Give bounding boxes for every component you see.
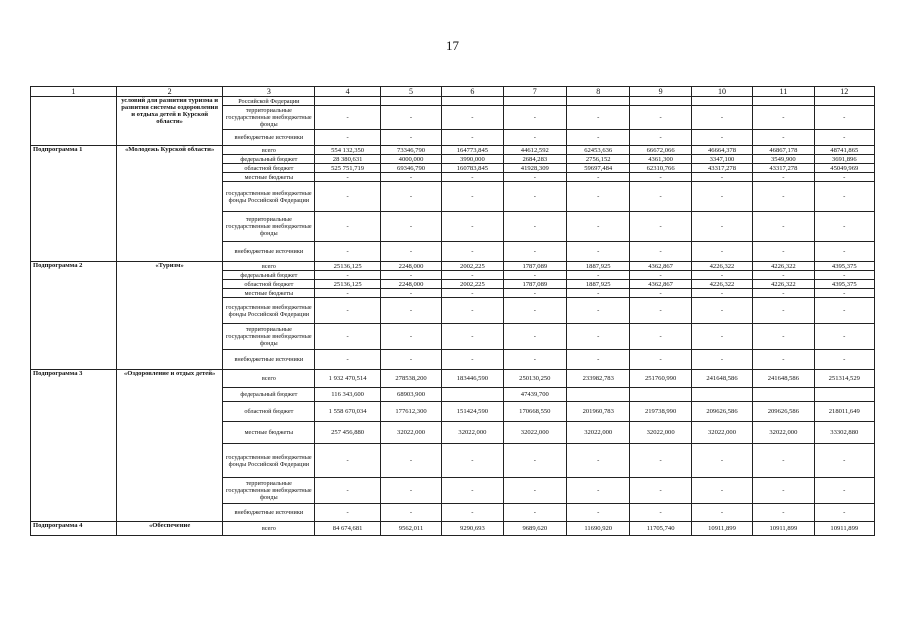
column-header: 7	[503, 87, 566, 97]
amount-cell: 44612,592	[503, 146, 566, 155]
funding-source: областной бюджет	[223, 402, 315, 422]
amount-cell: -	[442, 289, 503, 298]
funding-source: всего	[223, 146, 315, 155]
amount-cell	[630, 388, 691, 402]
amount-cell	[691, 97, 752, 106]
amount-cell: -	[814, 504, 874, 522]
amount-cell: 209626,586	[753, 402, 814, 422]
budget-table	[30, 86, 875, 536]
amount-cell: -	[503, 350, 566, 370]
amount-cell: -	[630, 324, 691, 350]
amount-cell: 3347,100	[691, 155, 752, 164]
amount-cell: -	[691, 289, 752, 298]
amount-cell: -	[380, 106, 441, 130]
amount-cell	[630, 97, 691, 106]
amount-cell: 32022,000	[567, 422, 630, 444]
amount-cell: -	[630, 182, 691, 212]
table-row	[31, 262, 875, 271]
amount-cell: -	[503, 444, 566, 478]
amount-cell: 2002,225	[442, 262, 503, 271]
amount-cell: -	[315, 324, 380, 350]
amount-cell: -	[442, 504, 503, 522]
amount-cell: 48741,865	[814, 146, 874, 155]
amount-cell: 1 932 470,514	[315, 370, 380, 388]
amount-cell: -	[691, 130, 752, 146]
amount-cell: -	[567, 444, 630, 478]
amount-cell: -	[380, 350, 441, 370]
amount-cell: -	[503, 212, 566, 242]
amount-cell: -	[567, 350, 630, 370]
amount-cell: -	[315, 444, 380, 478]
amount-cell: 47439,700	[503, 388, 566, 402]
amount-cell: -	[380, 173, 441, 182]
amount-cell: -	[567, 324, 630, 350]
amount-cell: 151424,590	[442, 402, 503, 422]
amount-cell: -	[753, 242, 814, 262]
amount-cell: -	[814, 271, 874, 280]
amount-cell: 170668,550	[503, 402, 566, 422]
amount-cell: -	[503, 173, 566, 182]
amount-cell: -	[630, 242, 691, 262]
subprogram-number: Подпрограмма 2	[31, 262, 117, 370]
amount-cell: 32022,000	[503, 422, 566, 444]
amount-cell: 45049,969	[814, 164, 874, 173]
amount-cell: 3691,896	[814, 155, 874, 164]
amount-cell: -	[814, 350, 874, 370]
amount-cell: -	[503, 478, 566, 504]
amount-cell: -	[503, 324, 566, 350]
column-header: 4	[315, 87, 380, 97]
funding-source: Российской Федерации	[223, 97, 315, 106]
amount-cell: 257 456,880	[315, 422, 380, 444]
funding-source: внебюджетные источники	[223, 350, 315, 370]
amount-cell	[503, 97, 566, 106]
amount-cell	[691, 388, 752, 402]
amount-cell	[814, 388, 874, 402]
amount-cell: 32022,000	[380, 422, 441, 444]
amount-cell: -	[630, 130, 691, 146]
amount-cell: -	[380, 242, 441, 262]
amount-cell: -	[315, 289, 380, 298]
amount-cell: -	[814, 324, 874, 350]
amount-cell: 4362,867	[630, 280, 691, 289]
subprogram-name: «Молодежь Курской области»	[116, 146, 222, 262]
amount-cell: 2684,283	[503, 155, 566, 164]
amount-cell: -	[630, 350, 691, 370]
amount-cell: 4226,322	[691, 262, 752, 271]
amount-cell: 46664,378	[691, 146, 752, 155]
amount-cell: 4361,300	[630, 155, 691, 164]
funding-source: областной бюджет	[223, 164, 315, 173]
amount-cell: -	[753, 298, 814, 324]
funding-source: всего	[223, 522, 315, 536]
amount-cell: -	[753, 173, 814, 182]
amount-cell	[567, 388, 630, 402]
funding-source: местные бюджеты	[223, 289, 315, 298]
amount-cell: -	[753, 504, 814, 522]
amount-cell: 183446,590	[442, 370, 503, 388]
amount-cell: 241648,586	[753, 370, 814, 388]
amount-cell: -	[315, 478, 380, 504]
amount-cell: -	[380, 271, 441, 280]
amount-cell: 41928,309	[503, 164, 566, 173]
amount-cell: -	[442, 478, 503, 504]
amount-cell: 201960,783	[567, 402, 630, 422]
amount-cell	[753, 97, 814, 106]
amount-cell	[380, 97, 441, 106]
amount-cell: 4395,375	[814, 280, 874, 289]
amount-cell: -	[814, 298, 874, 324]
amount-cell: 9689,620	[503, 522, 566, 536]
subprogram-number: Подпрограмма 4	[31, 522, 117, 536]
subprogram-name: условий для развития туризма и развития системы оздоровления и отдыха детей в Курской области»	[116, 97, 222, 146]
table-row	[31, 522, 875, 536]
column-header: 6	[442, 87, 503, 97]
subprogram-name: «Туризм»	[116, 262, 222, 370]
amount-cell: -	[814, 242, 874, 262]
amount-cell: 33302,880	[814, 422, 874, 444]
amount-cell: -	[442, 130, 503, 146]
amount-cell: 209626,586	[691, 402, 752, 422]
amount-cell: 2756,152	[567, 155, 630, 164]
subprogram-number	[31, 97, 117, 146]
amount-cell: 28 380,631	[315, 155, 380, 164]
amount-cell: -	[442, 182, 503, 212]
amount-cell: -	[380, 324, 441, 350]
amount-cell	[567, 97, 630, 106]
funding-source: территориальные государственные внебюджетные фонды	[223, 106, 315, 130]
amount-cell: -	[630, 212, 691, 242]
amount-cell: -	[691, 478, 752, 504]
column-header: 11	[753, 87, 814, 97]
amount-cell: 3549,900	[753, 155, 814, 164]
table-row	[31, 97, 875, 106]
amount-cell: -	[503, 130, 566, 146]
amount-cell: -	[315, 212, 380, 242]
amount-cell: -	[691, 242, 752, 262]
amount-cell: -	[380, 444, 441, 478]
amount-cell: -	[442, 212, 503, 242]
amount-cell: 160783,845	[442, 164, 503, 173]
amount-cell: -	[503, 504, 566, 522]
amount-cell: 46867,178	[753, 146, 814, 155]
amount-cell: -	[315, 298, 380, 324]
amount-cell: -	[380, 289, 441, 298]
amount-cell: 10911,899	[814, 522, 874, 536]
amount-cell: -	[567, 242, 630, 262]
column-header: 8	[567, 87, 630, 97]
amount-cell: -	[380, 130, 441, 146]
amount-cell: 32022,000	[630, 422, 691, 444]
funding-source: всего	[223, 262, 315, 271]
funding-source: государственные внебюджетные фонды Российской Федерации	[223, 444, 315, 478]
amount-cell: 62310,766	[630, 164, 691, 173]
column-header: 1	[31, 87, 117, 97]
amount-cell: -	[691, 444, 752, 478]
amount-cell: 241648,586	[691, 370, 752, 388]
amount-cell: 278538,200	[380, 370, 441, 388]
amount-cell: 1787,089	[503, 280, 566, 289]
amount-cell: -	[630, 271, 691, 280]
amount-cell: -	[503, 182, 566, 212]
amount-cell: -	[442, 271, 503, 280]
amount-cell: -	[503, 271, 566, 280]
amount-cell: 4362,867	[630, 262, 691, 271]
amount-cell: -	[442, 242, 503, 262]
amount-cell: -	[442, 350, 503, 370]
amount-cell: -	[442, 298, 503, 324]
column-header: 2	[116, 87, 222, 97]
amount-cell: 250130,250	[503, 370, 566, 388]
amount-cell: -	[442, 324, 503, 350]
amount-cell: -	[442, 106, 503, 130]
amount-cell: 43317,278	[753, 164, 814, 173]
amount-cell: -	[814, 106, 874, 130]
amount-cell: -	[315, 130, 380, 146]
amount-cell: -	[315, 350, 380, 370]
amount-cell: -	[691, 504, 752, 522]
amount-cell: -	[691, 173, 752, 182]
column-header: 9	[630, 87, 691, 97]
amount-cell: 164773,845	[442, 146, 503, 155]
amount-cell: -	[315, 504, 380, 522]
amount-cell: 2002,225	[442, 280, 503, 289]
amount-cell: -	[315, 242, 380, 262]
amount-cell: -	[753, 182, 814, 212]
amount-cell: -	[380, 478, 441, 504]
amount-cell: -	[315, 106, 380, 130]
amount-cell: -	[503, 242, 566, 262]
amount-cell: 68903,900	[380, 388, 441, 402]
amount-cell: -	[630, 504, 691, 522]
amount-cell: -	[753, 289, 814, 298]
funding-source: федеральный бюджет	[223, 271, 315, 280]
amount-cell: -	[567, 130, 630, 146]
amount-cell	[315, 97, 380, 106]
amount-cell: -	[814, 130, 874, 146]
amount-cell: -	[753, 478, 814, 504]
funding-source: местные бюджеты	[223, 173, 315, 182]
amount-cell: -	[691, 271, 752, 280]
amount-cell: -	[691, 106, 752, 130]
amount-cell: -	[691, 350, 752, 370]
amount-cell: -	[691, 324, 752, 350]
column-header: 5	[380, 87, 441, 97]
amount-cell: 251314,529	[814, 370, 874, 388]
column-header: 3	[223, 87, 315, 97]
amount-cell: -	[753, 350, 814, 370]
amount-cell: 32022,000	[753, 422, 814, 444]
amount-cell: 4226,322	[753, 280, 814, 289]
amount-cell: -	[753, 324, 814, 350]
amount-cell: 25136,125	[315, 262, 380, 271]
amount-cell: 4000,000	[380, 155, 441, 164]
amount-cell: 554 132,350	[315, 146, 380, 155]
amount-cell: -	[503, 289, 566, 298]
amount-cell	[442, 97, 503, 106]
header-row	[31, 87, 875, 97]
funding-source: местные бюджеты	[223, 422, 315, 444]
amount-cell: 2248,000	[380, 262, 441, 271]
page-number: 17	[446, 38, 459, 53]
amount-cell: -	[380, 212, 441, 242]
subprogram-number: Подпрограмма 3	[31, 370, 117, 522]
amount-cell: -	[567, 298, 630, 324]
amount-cell	[753, 388, 814, 402]
subprogram-name: «Оздоровление и отдых детей»	[116, 370, 222, 522]
amount-cell: 9290,693	[442, 522, 503, 536]
amount-cell: -	[567, 478, 630, 504]
amount-cell: 84 674,681	[315, 522, 380, 536]
amount-cell: 9562,011	[380, 522, 441, 536]
funding-source: областной бюджет	[223, 280, 315, 289]
amount-cell: -	[503, 106, 566, 130]
amount-cell: 3990,000	[442, 155, 503, 164]
amount-cell: -	[691, 212, 752, 242]
amount-cell: -	[567, 504, 630, 522]
amount-cell: -	[567, 212, 630, 242]
amount-cell	[814, 97, 874, 106]
amount-cell: 233982,783	[567, 370, 630, 388]
amount-cell: -	[630, 444, 691, 478]
amount-cell: -	[814, 212, 874, 242]
funding-source: федеральный бюджет	[223, 388, 315, 402]
funding-source: государственные внебюджетные фонды Российской Федерации	[223, 182, 315, 212]
amount-cell: -	[814, 478, 874, 504]
funding-source: федеральный бюджет	[223, 155, 315, 164]
amount-cell: 2248,000	[380, 280, 441, 289]
amount-cell: -	[567, 289, 630, 298]
amount-cell: 32022,000	[691, 422, 752, 444]
amount-cell: 4226,322	[753, 262, 814, 271]
amount-cell: -	[753, 212, 814, 242]
column-header: 12	[814, 87, 874, 97]
funding-source: территориальные государственные внебюджетные фонды	[223, 324, 315, 350]
amount-cell: 525 751,719	[315, 164, 380, 173]
amount-cell: 62453,636	[567, 146, 630, 155]
amount-cell: 66672,066	[630, 146, 691, 155]
amount-cell: 25136,125	[315, 280, 380, 289]
amount-cell: 1887,925	[567, 262, 630, 271]
amount-cell: 43317,278	[691, 164, 752, 173]
table-row	[31, 370, 875, 388]
amount-cell: -	[380, 298, 441, 324]
amount-cell: -	[691, 182, 752, 212]
subprogram-number: Подпрограмма 1	[31, 146, 117, 262]
amount-cell: -	[315, 271, 380, 280]
amount-cell: -	[814, 444, 874, 478]
amount-cell: 218011,649	[814, 402, 874, 422]
amount-cell: 177612,300	[380, 402, 441, 422]
amount-cell: -	[753, 130, 814, 146]
amount-cell: -	[567, 182, 630, 212]
amount-cell: -	[814, 289, 874, 298]
amount-cell	[442, 388, 503, 402]
amount-cell: 69346,790	[380, 164, 441, 173]
amount-cell: -	[567, 173, 630, 182]
amount-cell: 1887,925	[567, 280, 630, 289]
table-row	[31, 146, 875, 155]
amount-cell: 4226,322	[691, 280, 752, 289]
amount-cell: -	[442, 444, 503, 478]
amount-cell: 1 558 670,034	[315, 402, 380, 422]
amount-cell: 4395,375	[814, 262, 874, 271]
amount-cell: -	[630, 478, 691, 504]
amount-cell: -	[503, 298, 566, 324]
subprogram-name: «Обеспечение	[116, 522, 222, 536]
amount-cell: -	[567, 106, 630, 130]
funding-source: внебюджетные источники	[223, 242, 315, 262]
amount-cell: -	[753, 444, 814, 478]
amount-cell: -	[380, 182, 441, 212]
amount-cell: 1787,089	[503, 262, 566, 271]
amount-cell: -	[753, 106, 814, 130]
column-header: 10	[691, 87, 752, 97]
amount-cell: -	[315, 182, 380, 212]
amount-cell: -	[814, 173, 874, 182]
funding-source: государственные внебюджетные фонды Российской Федерации	[223, 298, 315, 324]
funding-source: территориальные государственные внебюджетные фонды	[223, 212, 315, 242]
amount-cell: -	[567, 271, 630, 280]
amount-cell: -	[380, 504, 441, 522]
amount-cell: 59697,484	[567, 164, 630, 173]
amount-cell: -	[814, 182, 874, 212]
amount-cell: 10911,899	[691, 522, 752, 536]
amount-cell: -	[630, 289, 691, 298]
amount-cell: 32022,000	[442, 422, 503, 444]
amount-cell: -	[442, 173, 503, 182]
amount-cell: 10911,899	[753, 522, 814, 536]
funding-source: всего	[223, 370, 315, 388]
amount-cell: 11690,920	[567, 522, 630, 536]
amount-cell: 251760,990	[630, 370, 691, 388]
amount-cell: 219738,990	[630, 402, 691, 422]
amount-cell: -	[691, 298, 752, 324]
amount-cell: 73346,790	[380, 146, 441, 155]
amount-cell: -	[630, 173, 691, 182]
funding-source: внебюджетные источники	[223, 130, 315, 146]
amount-cell: 116 343,600	[315, 388, 380, 402]
amount-cell: 11705,740	[630, 522, 691, 536]
amount-cell: -	[315, 173, 380, 182]
amount-cell: -	[753, 271, 814, 280]
amount-cell: -	[630, 106, 691, 130]
funding-source: территориальные государственные внебюджетные фонды	[223, 478, 315, 504]
funding-source: внебюджетные источники	[223, 504, 315, 522]
amount-cell: -	[630, 298, 691, 324]
